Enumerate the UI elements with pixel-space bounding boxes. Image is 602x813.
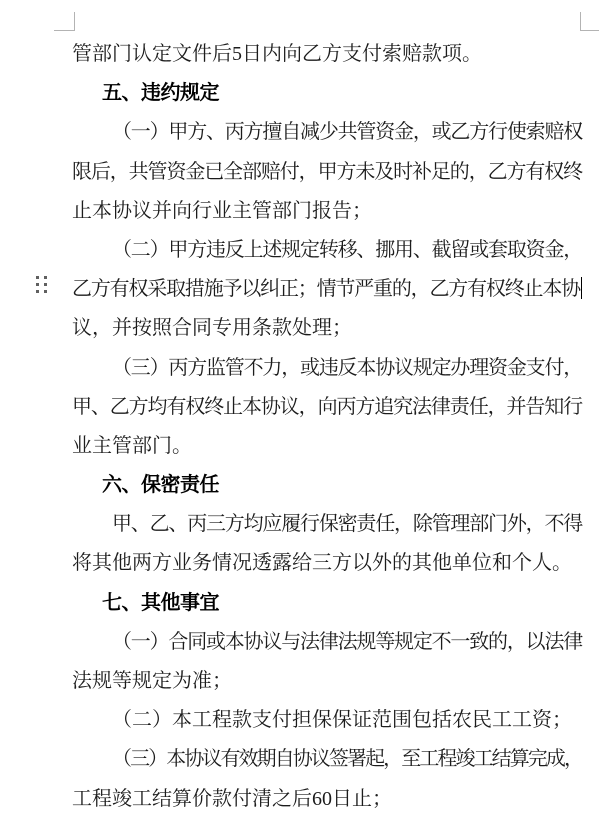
text-line[interactable]: （三）丙方监管不力，或违反本协议规定办理资金支付， — [112, 356, 582, 379]
text-line[interactable]: 业主管部门。 — [72, 434, 192, 457]
text-line[interactable]: 工程竣工结算价款付清之后60日止； — [72, 787, 392, 810]
text-line[interactable]: 乙方有权采取措施予以纠正；情节严重的，乙方有权终止本协 — [72, 278, 580, 301]
section-heading — [72, 584, 582, 623]
heading-line[interactable]: 六、保密责任 — [102, 474, 219, 497]
text-line[interactable]: 议，并按照合同专用条款处理； — [72, 317, 352, 340]
text-line[interactable]: （二）本工程款支付担保保证范围包括农民工工资； — [112, 709, 572, 732]
text-line[interactable]: 止本协议并向行业主管部门报告； — [72, 199, 372, 222]
text-line[interactable]: （一）甲方、丙方擅自减少共管资金，或乙方行使索赔权 — [112, 121, 582, 144]
heading-line[interactable]: 五、违约规定 — [102, 82, 219, 105]
paragraph — [72, 701, 582, 740]
text-boundary-corner-mark-right — [580, 12, 599, 31]
paragraph — [72, 113, 582, 231]
document-text-area[interactable] — [72, 35, 582, 813]
text-line[interactable]: 甲、乙方均有权终止本协议，向丙方追究法律责任，并告知行 — [72, 395, 582, 418]
paragraph — [72, 623, 582, 701]
section-heading — [72, 466, 582, 505]
paragraph — [72, 505, 582, 583]
paragraph — [72, 349, 582, 467]
heading-line[interactable]: 七、其他事宜 — [102, 591, 219, 614]
paragraph — [72, 740, 582, 813]
section-heading — [72, 74, 582, 113]
text-line[interactable]: 管部门认定文件后5日内向乙方支付索赔款项。 — [72, 43, 482, 65]
paragraph — [72, 35, 582, 74]
text-line[interactable]: 限后，共管资金已全部赔付，甲方未及时补足的，乙方有权终 — [72, 160, 582, 183]
paragraph-drag-handle-icon[interactable] — [36, 276, 47, 293]
paragraph — [72, 231, 582, 349]
text-line[interactable]: 法规等规定为准； — [72, 670, 232, 692]
text-boundary-corner-mark-left — [54, 12, 75, 31]
text-line[interactable]: 甲、乙、丙三方均应履行保密责任，除管理部门外，不得 — [112, 513, 582, 536]
text-line[interactable]: （二）甲方违反上述规定转移、挪用、截留或套取资金， — [112, 238, 582, 261]
text-cursor — [581, 277, 582, 299]
text-line[interactable]: 将其他两方业务情况透露给三方以外的其他单位和个人。 — [72, 552, 572, 575]
text-line[interactable]: （三）本协议有效期自协议签署起，至工程竣工结算完成， — [112, 748, 582, 771]
text-line[interactable]: （一）合同或本协议与法律法规等规定不一致的，以法律 — [112, 630, 582, 653]
